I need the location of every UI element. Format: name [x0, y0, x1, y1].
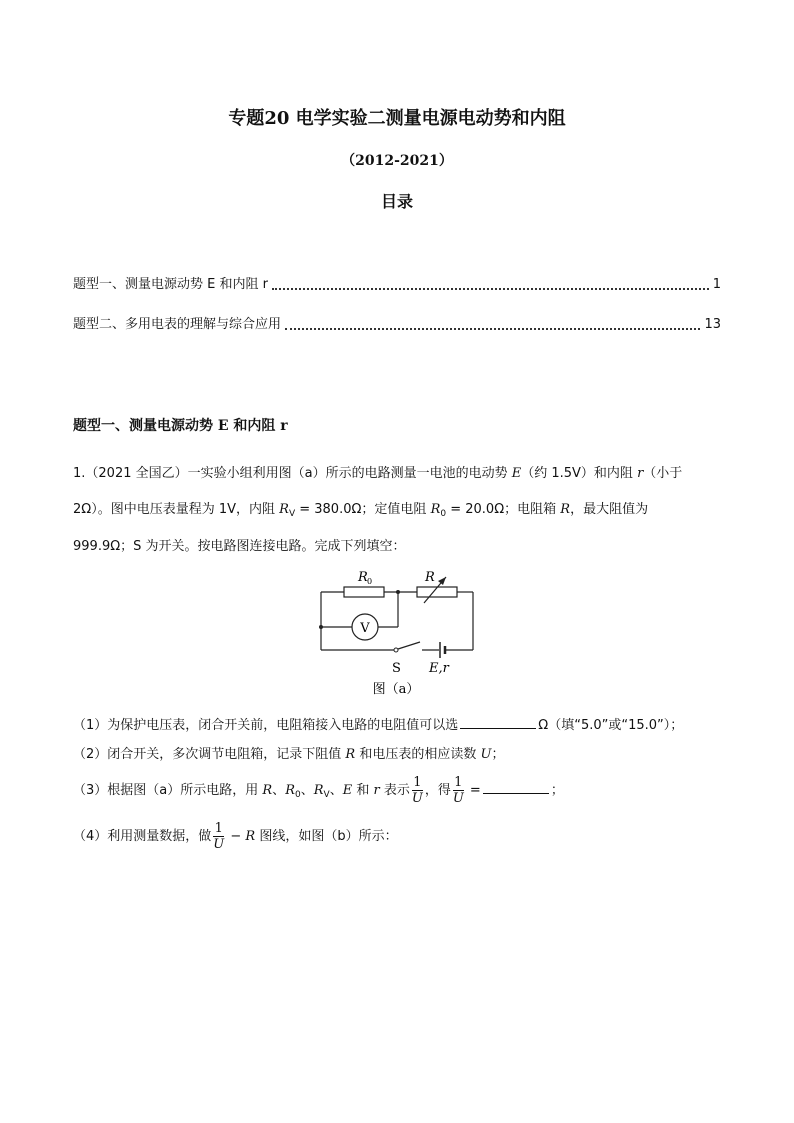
subscript-0: 0	[294, 790, 301, 800]
fraction-denominator: U	[452, 791, 464, 806]
junction-dot	[396, 590, 400, 594]
text-run: ；	[550, 783, 564, 798]
figure-caption: 图（a）	[372, 682, 420, 697]
text-run: （约 1.5V）和内阻	[521, 466, 638, 481]
text-run: ；	[491, 747, 505, 762]
answer-blank-3[interactable]	[483, 781, 549, 794]
subscript-0: 0	[440, 509, 447, 519]
fraction-one-over-u	[412, 775, 423, 806]
subscript-V: V	[323, 790, 330, 800]
subscript-V: V	[288, 509, 296, 519]
fraction-one-over-u	[213, 821, 224, 852]
text-run: = 380.0Ω；定值电阻	[295, 502, 431, 517]
text-run: = 20.0Ω；电阻箱	[446, 502, 561, 517]
text-run: 、	[329, 783, 343, 798]
text-run: （4）利用测量数据，做	[73, 829, 212, 844]
text-run: （1）为保护电压表，闭合开关前，电阻箱接入电路的电阻值可以选	[73, 718, 459, 733]
symbol-r: r	[637, 466, 644, 481]
toc-leader-dots	[272, 288, 709, 290]
document-title: 专题20 电学实验二测量电源电动势和内阻	[228, 108, 566, 129]
switch-lever	[398, 642, 420, 649]
text-run: （3）根据图（a）所示电路，用	[73, 783, 263, 798]
text-run: ，最大阻值为	[570, 502, 649, 517]
symbol-R: R	[262, 783, 273, 798]
text-run: −	[226, 829, 246, 844]
variable-arrow-head	[438, 577, 446, 585]
symbol-r: r	[373, 783, 380, 798]
toc-entry-page: 1	[712, 277, 721, 292]
text-run: Ω（填“5.0”或“15.0”）；	[538, 718, 684, 733]
junction-dot	[319, 625, 323, 629]
section-heading: 题型一、测量电源动势 E 和内阻 r	[73, 418, 288, 434]
text-run: （小于	[643, 466, 683, 481]
voltmeter-label: V	[360, 621, 370, 636]
toc-entry-type-two[interactable]	[73, 313, 721, 333]
toc-heading: 目录	[380, 192, 413, 211]
text-run: ，得	[424, 783, 451, 798]
label-r0: R	[358, 570, 368, 585]
toc-leader-dots	[285, 328, 700, 330]
text-run: 、	[272, 783, 286, 798]
question-line-1	[73, 465, 723, 483]
symbol-R: R	[430, 502, 441, 517]
text-run: 1.（2021 全国乙）一实验小组利用图（a）所示的电路测量一电池的电动势	[73, 466, 512, 481]
fraction-numerator: 1	[413, 775, 422, 790]
toc-entry-page: 13	[704, 317, 721, 332]
fraction-numerator: 1	[454, 775, 463, 790]
question-part-2	[73, 746, 723, 764]
question-part-4	[73, 821, 723, 853]
fraction-one-over-u	[453, 775, 464, 806]
text-run: 表示	[379, 783, 410, 798]
label-r0-subscript: 0	[367, 577, 373, 586]
text-run: 图线，如图（b）所示：	[255, 829, 398, 844]
symbol-R: R	[279, 502, 289, 517]
document-years: （2012-2021）	[341, 153, 453, 169]
symbol-R: R	[285, 783, 295, 798]
label-r: R	[425, 570, 435, 585]
question-part-1	[73, 716, 723, 735]
text-run: 和电压表的相应读数	[355, 747, 481, 762]
question-part-3	[73, 775, 723, 811]
label-battery: E,r	[429, 661, 449, 676]
circuit-wires	[321, 592, 473, 650]
symbol-E: E	[511, 466, 522, 481]
switch-terminal	[394, 648, 398, 652]
toc-entry-label: 题型一、测量电源动势 E 和内阻 r	[73, 277, 268, 292]
symbol-R: R	[245, 829, 256, 844]
text-run: 、	[300, 783, 314, 798]
question-line-2	[73, 501, 723, 523]
fraction-denominator: U	[411, 791, 423, 806]
symbol-U: U	[480, 747, 492, 762]
text-run: =	[465, 783, 481, 798]
text-run: 2Ω）。图中电压表量程为 1V，内阻	[73, 502, 280, 517]
symbol-R: R	[560, 502, 571, 517]
question-line-3: 999.9Ω；S 为开关。按电路图连接电路。完成下列填空：	[73, 539, 406, 554]
symbol-R: R	[313, 783, 324, 798]
resistor-r0	[344, 587, 384, 597]
fraction-numerator: 1	[214, 821, 223, 836]
circuit-diagram	[312, 565, 484, 697]
toc-entry-type-one[interactable]	[73, 273, 721, 293]
symbol-E: E	[342, 783, 353, 798]
answer-blank-1[interactable]	[460, 716, 536, 729]
toc-entry-label: 题型二、多用电表的理解与综合应用	[73, 317, 282, 332]
symbol-R: R	[345, 747, 356, 762]
label-switch: S	[392, 661, 401, 676]
text-run: （2）闭合开关，多次调节电阻箱，记录下阻值	[73, 747, 346, 762]
fraction-denominator: U	[213, 837, 225, 852]
text-run: 和	[352, 783, 374, 798]
